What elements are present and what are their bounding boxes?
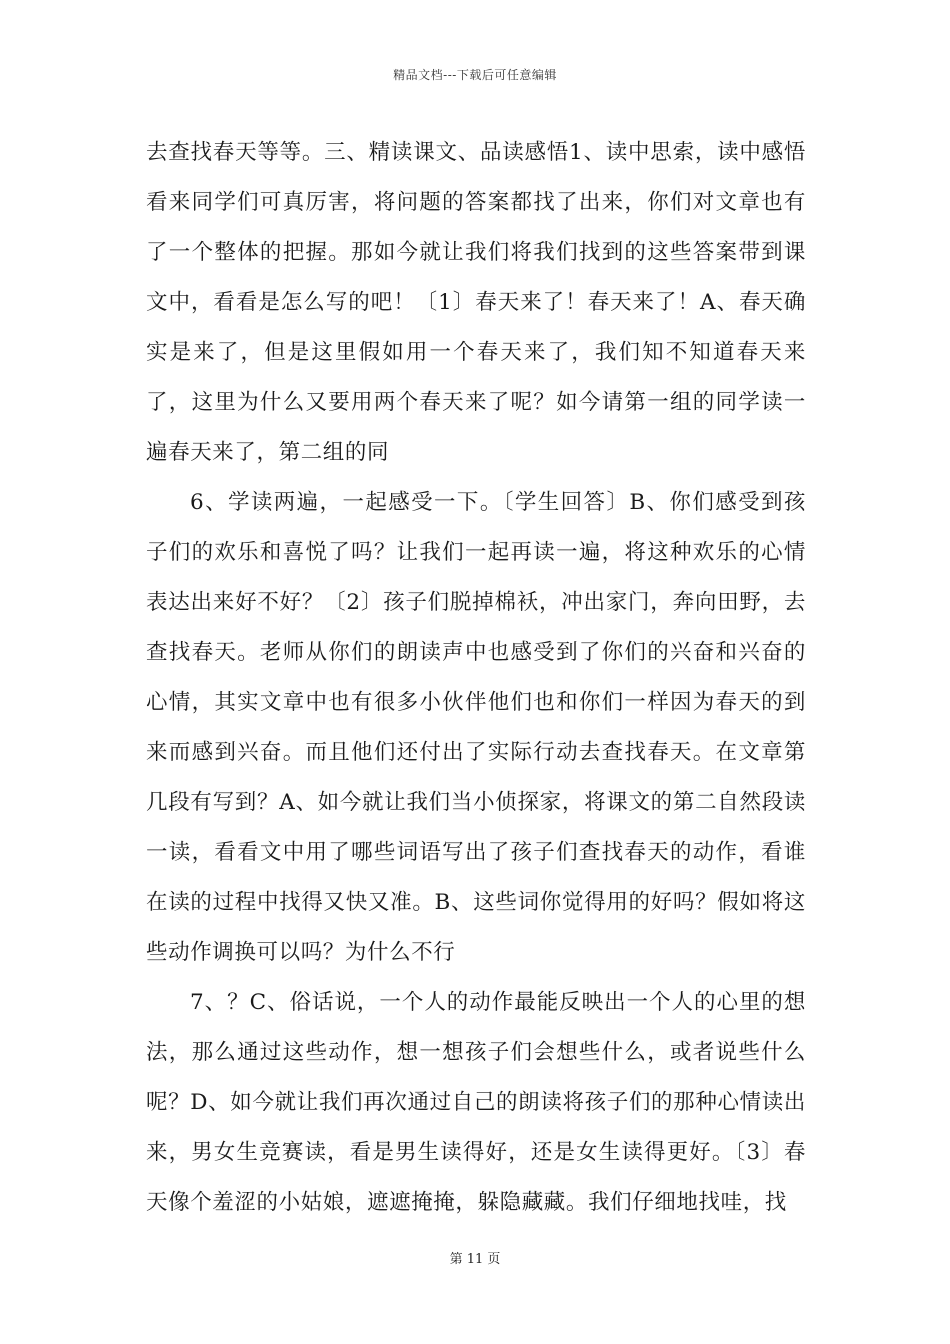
page-header: 精品文档---下载后可任意编辑 <box>393 68 557 82</box>
paragraph-2: 6、学读两遍，一起感受一下。〔学生回答〕B、你们感受到孩子们的欢乐和喜悦了吗？让我们一起再读一遍，将这种欢乐的心情表达出来好不好？〔2〕孩子们脱掉棉袄，冲出家门，奔向田野，去查找春天。老师从你们的朗读声中也感受到了你们的兴奋和兴奋的心情，其实文章中也有很多小伙伴他们也和你们一样因为春天的到来而感到兴奋。而且他们还付出了实际行动去查找春天。在文章第几段有写到？A、如今就让我们当小侦探家，将课文的第二自然段读一读，看看文中用了哪些词语写出了孩子们查找春天的动作，看谁在读的过程中找得又快又准。B、这些词你觉得用的好吗？假如将这些动作调换可以吗？为什么不行 <box>146 490 806 965</box>
paragraph-3: 7、？C、俗话说，一个人的动作最能反映出一个人的心里的想法，那么通过这些动作，想一想孩子们会想些什么，或者说些什么呢？D、如今就让我们再次通过自己的朗读将孩子们的那种心情读出来，男女生竞赛读，看是男生读得好，还是女生读得更好。〔3〕春天像个羞涩的小姑娘，遮遮掩掩，躲隐藏藏。我们仔细地找哇，找 <box>146 990 806 1215</box>
paragraph-1: 去查找春天等等。三、精读课文、品读感悟1、读中思索，读中感悟看来同学们可真厉害，将问题的答案都找了出来，你们对文章也有了一个整体的把握。那如今就让我们将我们找到的这些答案带到课文中，看看是怎么写的吧！〔1〕春天来了！春天来了！A、春天确实是来了，但是这里假如用一个春天来了，我们知不知道春天来了，这里为什么又要用两个春天来了呢？如今请第一组的同学读一遍春天来了，第二组的同 <box>146 140 806 465</box>
page-number: 第 11 页 <box>449 1252 501 1267</box>
document-body <box>146 128 806 1228</box>
